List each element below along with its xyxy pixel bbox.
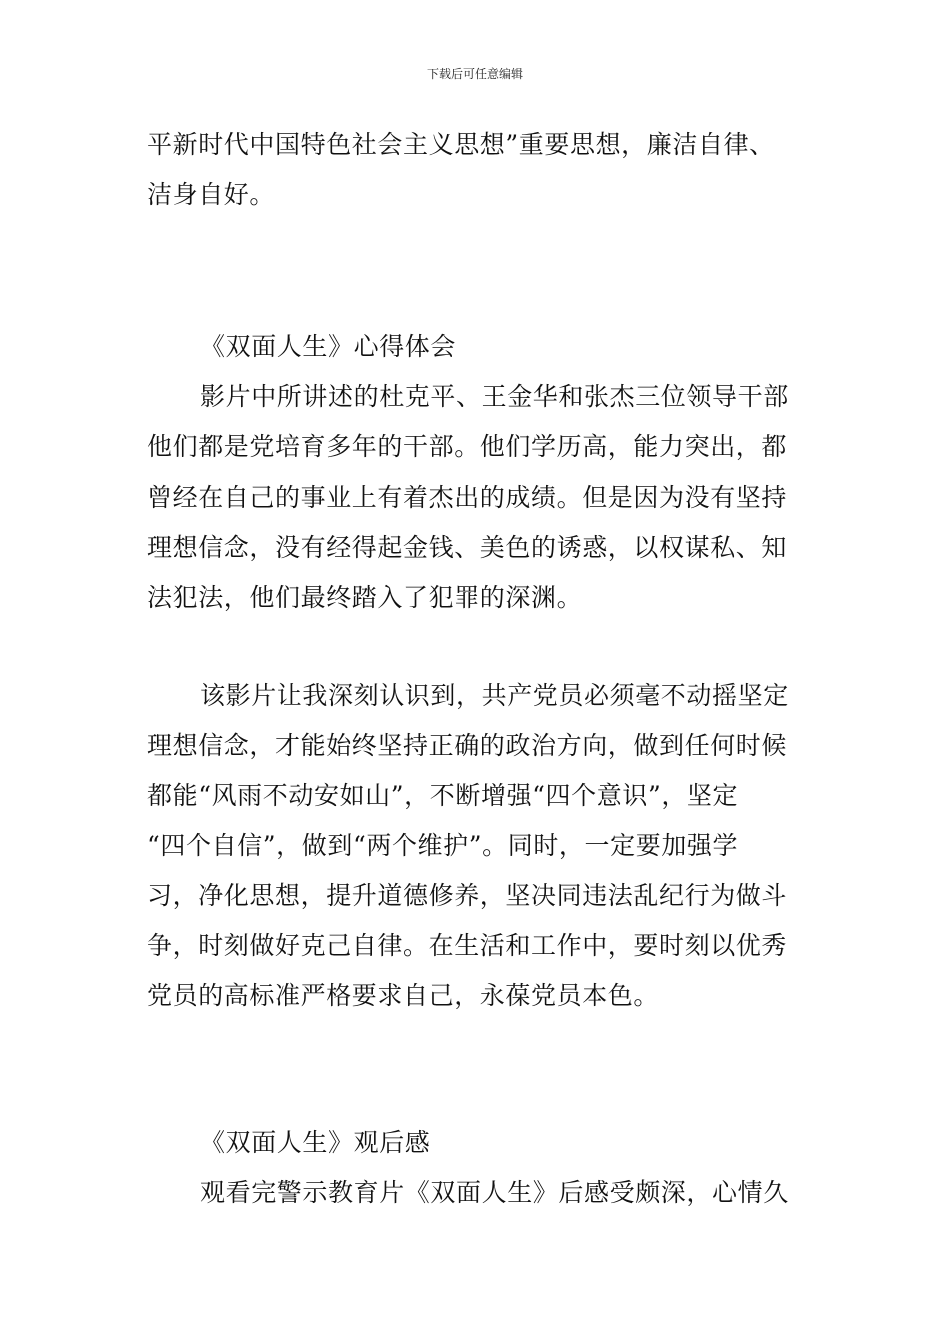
section1-para2-line-6: 争，时刻做好克己自律。在生活和工作中，要时刻以优秀 bbox=[147, 931, 788, 960]
section1-para2-line-4: “四个自信”，做到“两个维护”。同时，一定要加强学 bbox=[147, 831, 739, 860]
section1-para1-line-3: 曾经在自己的事业上有着杰出的成绩。但是因为没有坚持 bbox=[147, 483, 788, 512]
section1-para2-line-1: 该影片让我深刻认识到，共产党员必须毫不动摇坚定 bbox=[200, 681, 789, 710]
page-header-note: 下载后可任意编辑 bbox=[426, 67, 523, 81]
section1-para1-line-2: 他们都是党培育多年的干部。他们学历高，能力突出，都 bbox=[147, 432, 788, 461]
section1-para2-line-5: 习，净化思想，提升道德修养，坚决同违法乱纪行为做斗 bbox=[147, 881, 788, 910]
intro-line-1: 平新时代中国特色社会主义思想”重要思想，廉洁自律、 bbox=[147, 130, 775, 159]
section1-para1-line-5: 法犯法，他们最终踏入了犯罪的深渊。 bbox=[147, 583, 583, 612]
section1-para2-line-3: 都能“风雨不动安如山”，不断增强“四个意识”，坚定 bbox=[147, 781, 739, 810]
section1-para1-line-4: 理想信念，没有经得起金钱、美色的诱惑，以权谋私、知 bbox=[147, 533, 788, 562]
section1-title: 《双面人生》心得体会 bbox=[200, 332, 457, 361]
section1-para1-line-1: 影片中所讲述的杜克平、王金华和张杰三位领导干部 bbox=[200, 382, 789, 411]
intro-line-2: 洁身自好。 bbox=[147, 180, 276, 209]
section2-para1-line-1: 观看完警示教育片《双面人生》后感受颇深，心情久 bbox=[200, 1178, 789, 1207]
section1-para2-line-7: 党员的高标准严格要求自己，永葆党员本色。 bbox=[147, 981, 660, 1010]
section1-para2-line-2: 理想信念，才能始终坚持正确的政治方向，做到任何时候 bbox=[147, 731, 788, 760]
section2-title: 《双面人生》观后感 bbox=[200, 1128, 431, 1157]
